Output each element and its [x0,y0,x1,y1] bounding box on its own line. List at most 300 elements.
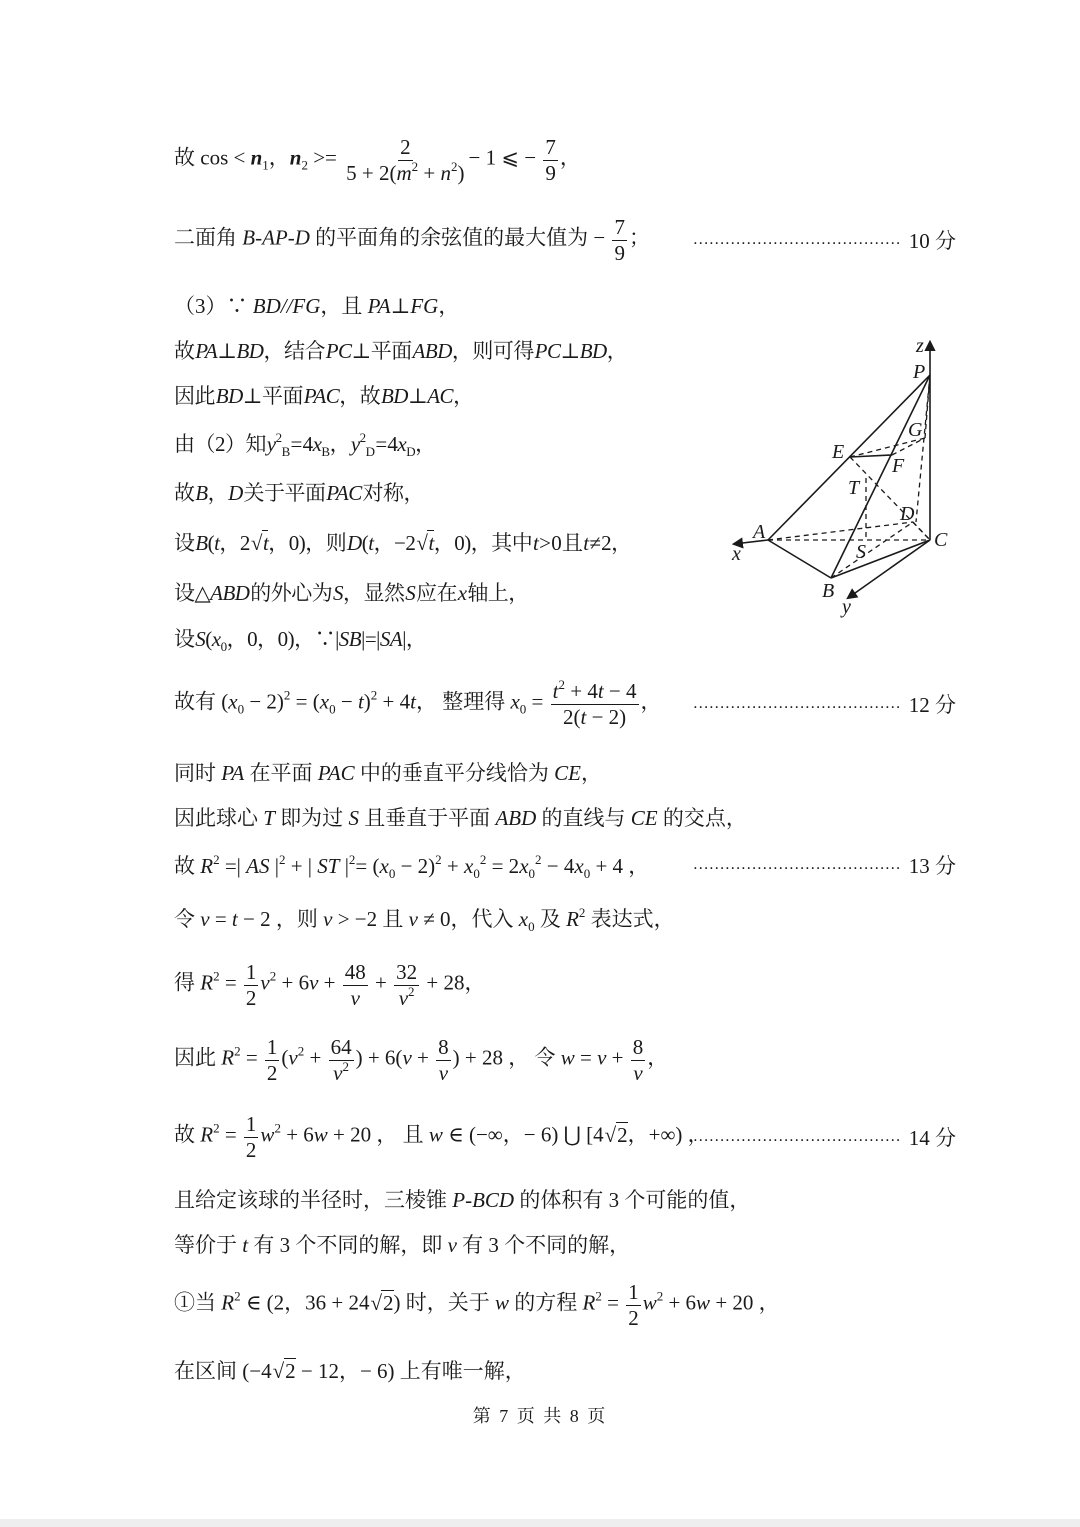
math-variable: t [583,531,589,555]
math-variable: t [580,704,587,729]
text-run: 中的垂直平分线恰为 [354,761,555,785]
text-run: > −2 且 [332,907,409,931]
math-variable: x [510,689,520,714]
fraction [543,135,558,184]
math-variable: S [405,581,416,605]
line-content [174,290,459,320]
text-run: ， [207,481,229,505]
text-run: − 1 ⩽ − [468,145,542,170]
math-variable: v [260,970,270,995]
fraction [612,215,627,264]
math-variable: y [266,432,276,456]
text-line [174,130,581,190]
subscript: 0 [220,639,227,654]
math-variable: R [582,1290,596,1315]
line-content [174,380,474,410]
text-run: + [606,1045,629,1070]
text-line [174,608,426,668]
superscript: 2 [234,1288,241,1304]
denominator [349,986,362,1010]
math-variable: ABD [495,806,537,830]
math-variable: PC [534,339,561,363]
math-variable: R [221,1290,235,1315]
text-run: + 4 [564,679,598,704]
fraction [394,960,419,1009]
text-run: + [411,1045,435,1070]
math-variable: PA [367,294,391,318]
text-run: 2( [562,704,581,729]
text-run: = ( [290,689,320,714]
text-run: 在平面 [244,761,318,785]
math-variable: v [333,1060,343,1085]
math-variable: v [402,1045,412,1070]
math-variable: PA [195,339,218,363]
math-variable: B-AP-D [242,225,310,250]
line-content [174,850,649,880]
text-run: ，故 [339,384,381,408]
square-root [604,1123,628,1147]
math-variable: B [195,531,208,555]
fraction [244,960,259,1009]
text-run: 故 [174,854,201,878]
numerator [343,960,368,985]
edge-PB [831,375,930,578]
text-run: + 4 ， [590,854,650,878]
superscript: 2 [283,687,291,703]
math-variable: BD [380,384,408,408]
subscript: D [365,444,375,459]
math-variable: ABD [412,339,452,363]
text-run: 9 [545,160,556,185]
text-run: > 0 且 [538,531,584,555]
text-run: ，则可得 [451,339,535,363]
text-run: = [219,1122,242,1147]
fraction [344,135,466,184]
text-run: 2 [628,1305,639,1330]
math-variable: t [533,531,539,555]
leader-dots: ………………………………… [692,231,901,248]
text-line [174,835,956,895]
math-variable: x [519,854,529,878]
leader-dots: ………………………………… [692,856,901,873]
line-content [174,1229,630,1259]
text-run: ，0)，其中 [433,531,534,555]
text-run: − 2) [395,854,436,878]
math-variable: t [410,689,416,714]
line-content [174,757,602,787]
text-run: ，结合 [263,339,326,363]
math-variable: v [597,1045,607,1070]
math-variable: BD [215,384,243,408]
text-run: 的方程 [509,1290,583,1315]
line-content [174,215,650,264]
math-vector: n [289,145,302,170]
subscript: B [321,444,330,459]
math-variable: BD//FG [252,294,321,318]
label-E: E [832,441,845,463]
text-run: 故 cos < [174,145,251,170]
superscript: 2 [213,1120,220,1136]
text-run: 1 [245,960,257,985]
text-run: 故 [174,1122,201,1147]
text-run: 的直线与 [536,806,631,830]
text-run: 且垂直于平面 [358,806,496,830]
text-run: = 2 [486,854,520,878]
line-content [174,527,632,557]
fraction [436,1035,451,1084]
text-run: − 2 ，则 [237,907,324,931]
denominator [543,161,558,185]
numerator [612,215,627,240]
numerator [631,1035,646,1060]
superscript: 2 [656,1288,664,1304]
text-run: 因此 [174,384,216,408]
text-run: 8 [632,1035,644,1060]
math-variable: PAC [317,761,355,785]
square-root [272,1359,296,1383]
math-variable: PAC [326,481,362,505]
math-variable: PC [325,339,352,363]
text-run: 关于平面 [242,481,327,505]
text-run: ∈ (2，36 + 24 [240,1290,370,1315]
text-run: = [601,1290,625,1315]
line-content [174,428,436,458]
text-run: ≠ 2， [588,531,632,555]
math-variable: PA [221,761,245,785]
math-variable: t [231,907,238,931]
math-variable: v [447,1233,457,1257]
text-run: + 6 [276,970,310,995]
line-content [174,1355,526,1385]
math-variable: w [560,1045,575,1070]
math-variable: PAC [303,384,340,408]
text-run: + [318,970,341,995]
text-run: = [574,1045,598,1070]
text-run: ∈ (−∞，− 6) ⋃ [4 [442,1122,604,1147]
text-run: 故 [174,481,196,505]
math-variable: FG [410,294,439,318]
subscript: 0 [528,919,535,934]
line-content [174,577,529,607]
leader-dots: ………………………………… [692,695,901,712]
text-run: |=| [361,627,380,651]
math-variable: y [350,432,360,456]
denominator [561,705,628,729]
radicand [381,1290,393,1315]
text-line [174,1030,668,1090]
text-run: − 2) [586,704,627,729]
bottom-bar [0,1519,1080,1527]
denominator [626,1306,641,1330]
text-run: = [526,689,549,714]
label-T: T [848,477,860,499]
subscript: 0 [473,866,480,881]
subscript: 0 [519,701,527,717]
math-variable: S [348,806,359,830]
text-run: ， 整理得 [415,689,511,714]
score-value: 13 分 [908,854,956,878]
text-run: 9 [614,240,625,265]
superscript: 2 [535,852,542,867]
math-variable: R [200,1122,214,1147]
text-run: ) + 28 ， 令 [452,1045,561,1070]
text-run: 1 [245,1112,257,1137]
numerator [394,960,419,985]
text-run: 且给定该球的半径时，三棱锥 [174,1188,453,1212]
math-variable: w [260,1122,275,1147]
text-run: ， [415,432,436,456]
text-run: + [441,854,465,878]
text-run: 有 3 个不同的解，即 [248,1233,448,1257]
text-line [174,1275,780,1335]
math-variable: x [228,689,238,714]
math-variable: x [379,854,389,878]
text-run: 2 [400,135,411,160]
math-variable: t [552,679,559,704]
fraction [631,1035,646,1084]
text-run: 1 [266,1035,278,1060]
math-variable: v [350,985,360,1010]
math-variable: x [397,432,407,456]
line-content [174,1035,668,1084]
label-F: F [892,455,905,477]
radicand [616,1122,628,1147]
math-variable: t [242,1233,249,1257]
superscript: 2 [359,430,366,445]
label-S: S [856,541,866,563]
superscript: 2 [411,158,419,174]
line-content [174,903,675,933]
math-variable: x [211,627,221,651]
line-content [174,679,662,728]
text-run: | [339,854,349,878]
edge-BC [831,540,930,578]
math-variable: t [357,689,364,714]
math-variable: x [574,854,584,878]
leader-dots: ………………………………… [692,1128,901,1145]
math-variable: t [428,531,434,555]
math-variable: v [408,907,418,931]
text-run: | [269,854,279,878]
text-run: + 6 [280,1122,314,1147]
text-run: 的体积有 3 个可能的值， [514,1188,751,1212]
text-run: ⊥ [407,384,428,408]
superscript: 2 [595,1288,602,1304]
math-variable: n [440,160,452,185]
superscript: 2 [269,968,277,984]
superscript: 2 [479,852,487,867]
math-variable: ST [317,854,340,878]
math-variable: R [221,1045,235,1070]
label-y: y [842,596,851,618]
text-run: 等价于 [174,1233,243,1257]
superscript: 2 [370,687,378,703]
text-run: ⊥ [560,339,580,363]
math-vector: n [250,145,263,170]
text-run: ) [363,689,371,714]
text-run: 2 [266,1060,278,1085]
math-variable: S [332,581,343,605]
math-variable: AS [246,854,270,878]
math-variable: v [309,970,319,995]
line-content [174,135,581,184]
text-run: 同时 [174,761,222,785]
math-variable: S [195,627,206,651]
line-content [174,623,426,653]
text-line [174,1214,630,1274]
math-variable: v [323,907,333,931]
math-variable: v [200,907,210,931]
line-content [174,1112,709,1161]
text-run: ， [329,432,351,456]
math-variable: P-BCD [452,1188,515,1212]
text-run: ①当 [174,1290,222,1315]
superscript: 2 [234,1043,241,1059]
text-run: ⊥ [390,294,411,318]
denominator [344,158,466,185]
text-run: 48 [344,960,366,985]
text-run: + [369,970,393,995]
text-run: − [335,689,358,714]
fraction [265,1035,280,1084]
text-run: |， [402,627,427,651]
label-D: D [900,503,915,525]
text-run: ， [647,1045,669,1070]
subscript: B [281,444,290,459]
text-run: 32 [396,960,418,985]
denominator [265,1061,280,1085]
text-run: 得 [174,970,201,995]
text-run: 2 [285,1359,296,1383]
text-run: − 4 [541,854,575,878]
text-run: ⊥ [217,339,237,363]
text-run: 5 + 2( [346,160,397,185]
text-run: 设 [174,531,196,555]
numerator [244,1112,259,1137]
text-run: 1 [628,1280,639,1305]
text-run: = [219,970,242,995]
line-content [174,1184,750,1214]
line-content [174,960,485,1009]
text-run: 7 [545,135,556,160]
math-variable: x [518,907,529,931]
math-variable: w [495,1290,510,1315]
math-variable: T [263,806,275,830]
text-run: 即为过 [274,806,349,830]
superscript: 2 [451,158,458,174]
text-run: ) 时，关于 [393,1290,495,1315]
text-run: 的外心为 [249,581,333,605]
text-run: ； [628,225,650,250]
math-variable: t [214,531,220,555]
segment-EF [850,455,892,457]
text-run: + 4 [377,689,411,714]
math-variable: B [195,481,208,505]
score-value: 10 分 [908,229,956,253]
superscript: 2 [274,1120,281,1136]
math-variable: x [312,432,322,456]
math-variable: v [288,1045,298,1070]
math-variable: w [428,1122,443,1147]
superscript: 2 [213,968,220,984]
subscript: 0 [388,866,396,881]
superscript: 2 [213,852,220,867]
numerator [265,1035,280,1060]
math-variable: v [398,985,409,1010]
math-variable: t [262,531,269,555]
text-run: ( [205,627,212,651]
numerator [329,1035,354,1060]
text-run: 8 [438,1035,449,1060]
math-variable: CE [554,761,582,785]
text-run: + [304,1045,327,1070]
text-line [174,210,956,270]
fraction [244,1112,259,1161]
text-run: 2 [617,1122,628,1147]
superscript: 2 [297,1043,305,1059]
denominator [612,241,627,265]
text-line [174,955,485,1015]
text-run: 令 [174,907,201,931]
text-run: − 2) [244,689,284,714]
superscript: 2 [435,852,442,867]
numerator [436,1035,451,1060]
square-root [250,531,268,555]
text-run: ， [438,294,460,318]
math-variable: AC [427,384,454,408]
subscript: 0 [528,866,536,881]
text-run: ，+∞) ， [627,1122,709,1147]
text-line [174,1340,526,1400]
text-run: = 4 [289,432,313,456]
text-run: 的交点， [657,806,747,830]
math-variable: CE [630,806,658,830]
text-run: = [240,1045,263,1070]
text-run: 及 [534,907,567,931]
text-run: 有 3 个不同的解， [456,1233,631,1257]
tetrahedron-diagram [720,330,970,620]
text-run: ，0，0)，∵| [226,627,339,651]
label-z: z [916,335,924,357]
superscript: 2 [348,852,356,867]
subscript: 0 [329,701,336,717]
text-run: ⊥平面 [351,339,413,363]
denominator [631,1061,644,1085]
superscript: 2 [408,983,415,999]
text-run: 因此球心 [174,806,264,830]
superscript: 2 [558,677,565,693]
math-variable: R [200,970,214,995]
text-run: ) [457,160,465,185]
text-run: 对称， [361,481,424,505]
text-run: ，−2 [373,531,416,555]
denominator [244,1138,259,1162]
edge-AB [768,540,831,578]
superscript: 2 [275,430,282,445]
text-run: ， [606,339,628,363]
text-run: ，且 [320,294,368,318]
text-run: 64 [330,1035,352,1060]
text-run: 2 [245,1137,257,1162]
math-variable: v [633,1060,643,1085]
fraction [329,1035,354,1084]
text-run: 轴上， [466,581,529,605]
fraction [343,960,368,1009]
text-run: ( [361,531,369,555]
subscript: 2 [301,157,308,173]
math-variable: t [597,679,604,704]
text-run: 2 [383,1290,394,1315]
